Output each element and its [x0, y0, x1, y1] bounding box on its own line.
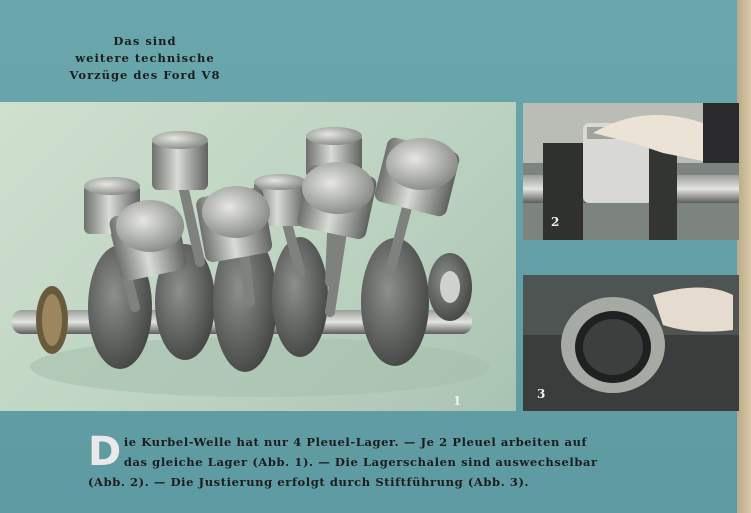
- heading-line-3: Vorzüge des Ford V8: [69, 68, 221, 82]
- caption-line-2: das gleiche Lager (Abb. 1). — Die Lagerschalen sind auswechselbar: [123, 455, 598, 469]
- piston: [373, 136, 461, 218]
- caption-line-1: ie Kurbel-Welle hat nur 4 Pleuel-Lager. — Je 2 Pleuel arbeiten auf: [123, 435, 588, 449]
- figure-number-3: 3: [537, 387, 546, 401]
- figure-number-2: 2: [551, 215, 560, 229]
- piston: [296, 162, 378, 241]
- heading-line-2: weitere technische: [75, 51, 215, 65]
- timing-gear-icon: [36, 286, 68, 354]
- flange-hub: [440, 271, 460, 303]
- page-edge: [737, 0, 751, 513]
- crankshaft-photo: [0, 102, 516, 411]
- piston: [152, 131, 208, 190]
- figure-number-1: 1: [453, 394, 462, 408]
- bearing-pin-illustration: [523, 275, 739, 411]
- heading-line-1: Das sind: [113, 34, 177, 48]
- page-heading: [60, 33, 230, 84]
- bearing-pin-photo: [523, 275, 739, 411]
- caption-text: [88, 429, 648, 492]
- drop-cap: D: [88, 429, 122, 475]
- crankshaft-illustration: [0, 102, 516, 411]
- bearing-shell-photo: [523, 103, 739, 240]
- piston: [195, 186, 273, 263]
- caption-line-3: (Abb. 2). — Die Justierung erfolgt durch Stiftführung (Abb. 3).: [88, 475, 530, 489]
